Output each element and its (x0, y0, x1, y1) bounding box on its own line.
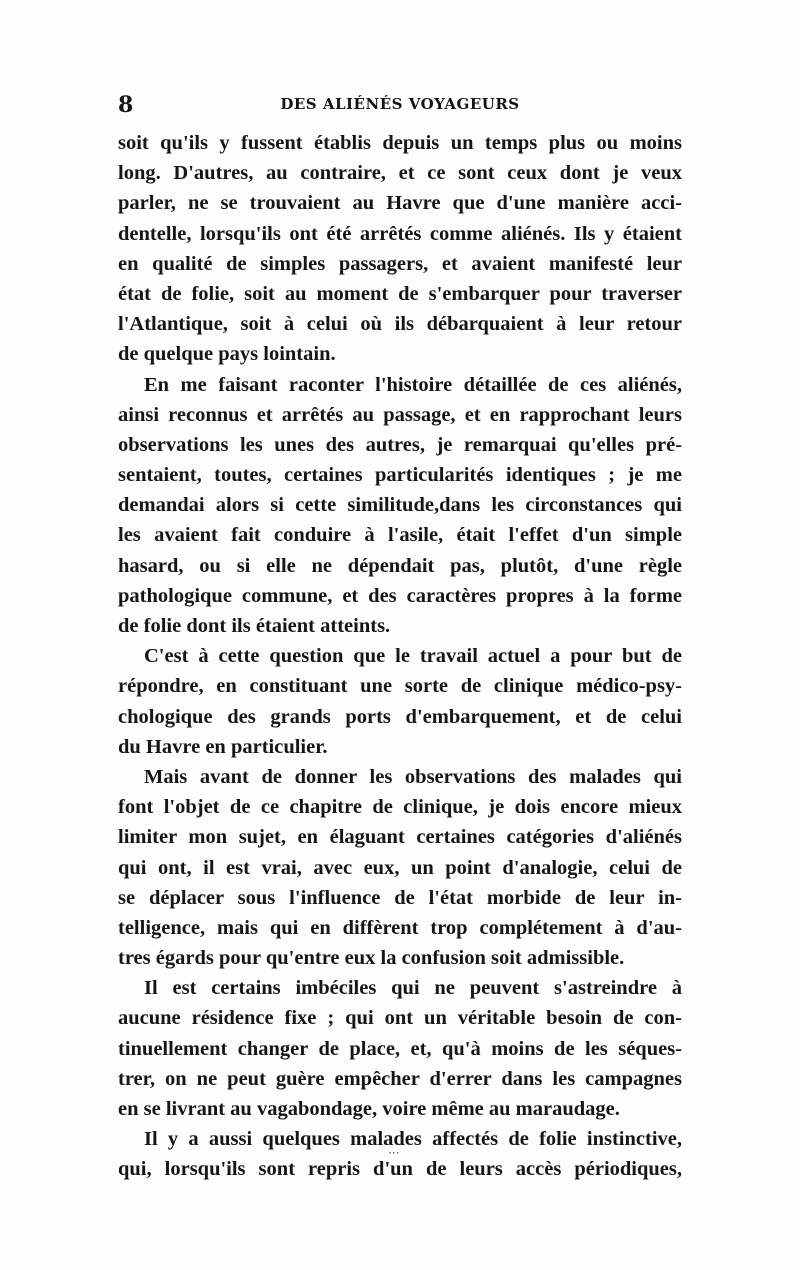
text-line: Mais avant de donner les observations des malades qui (144, 765, 682, 788)
text-line: qui ont, il est vrai, avec eux, un point d'analogie, celui de (118, 856, 682, 879)
text-line: sentaient, toutes, certaines particularités identiques ; je me (118, 464, 682, 487)
text-line: l'Atlantique, soit à celui où ils débarquaient à leur retour (118, 313, 682, 336)
text-line: Il est certains imbéciles qui ne peuvent s'astreindre à (144, 977, 682, 1000)
text-line: qui, lorsqu'ils sont repris d'un de leurs accès périodiques, (118, 1158, 682, 1181)
text-line: tres égards pour qu'entre eux la confusion soit admissible. (118, 947, 625, 970)
text-line: En me faisant raconter l'histoire détaillée de ces aliénés, (144, 373, 682, 396)
text-line: observations les unes des autres, je remarquai qu'elles pré- (118, 433, 682, 456)
text-line: trer, on ne peut guère empêcher d'errer dans les campagnes (118, 1067, 682, 1090)
text-line: aucune résidence fixe ; qui ont un véritable besoin de con- (118, 1007, 682, 1030)
page-number: 8 (118, 92, 134, 118)
text-line: état de folie, soit au moment de s'embarquer pour traverser (118, 282, 682, 305)
text-line: C'est à cette question que le travail actuel a pour but de (144, 645, 682, 668)
text-line: en qualité de simples passagers, et avaient manifesté leur (118, 252, 682, 275)
body-text (118, 128, 682, 1185)
text-line: répondre, en constituant une sorte de clinique médico-psy- (118, 675, 682, 698)
text-line: de folie dont ils étaient atteints. (118, 615, 391, 637)
text-line: demandai alors si cette similitude,dans les circonstances qui (118, 494, 682, 517)
text-line: soit qu'ils y fussent établis depuis un temps plus ou moins (118, 132, 682, 154)
text-line: en se livrant au vagabondage, voire même au maraudage. (118, 1098, 620, 1120)
footer-mark: ··· (388, 1146, 400, 1160)
text-line: font l'objet de ce chapitre de clinique, je dois encore mieux (118, 796, 682, 819)
text-line: pathologique commune, et des caractères propres à la forme (118, 584, 682, 607)
text-line: chologique des grands ports d'embarquement, et de celui (118, 705, 682, 728)
text-line: long. D'autres, au contraire, et ce sont ceux dont je veux (118, 162, 682, 185)
text-line: dentelle, lorsqu'ils ont été arrêtés comme aliénés. Ils y étaient (118, 222, 682, 245)
text-line: hasard, ou si elle ne dépendait pas, plutôt, d'une règle (118, 554, 682, 577)
page-header (118, 90, 682, 120)
text-line: ainsi reconnus et arrêtés au passage, et en rapprochant leurs (118, 403, 682, 426)
running-title: DES ALIÉNÉS VOYAGEURS (280, 95, 520, 113)
text-line: se déplacer sous l'influence de l'état morbide de leur in- (118, 886, 682, 909)
text-line: tinuellement changer de place, et, qu'à moins de les séques- (118, 1037, 682, 1060)
text-line: du Havre en particulier. (118, 735, 328, 758)
text-line: de quelque pays lointain. (118, 343, 336, 366)
text-line: telligence, mais qui en diffèrent trop complétement à d'au- (118, 916, 682, 939)
text-line: parler, ne se trouvaient au Havre que d'une manière acci- (118, 192, 682, 215)
text-line: limiter mon sujet, en élaguant certaines catégories d'aliénés (118, 826, 682, 849)
text-line: Il y a aussi quelques malades affectés de folie instinctive, (144, 1128, 682, 1151)
text-line: les avaient fait conduire à l'asile, était l'effet d'un simple (118, 524, 682, 547)
